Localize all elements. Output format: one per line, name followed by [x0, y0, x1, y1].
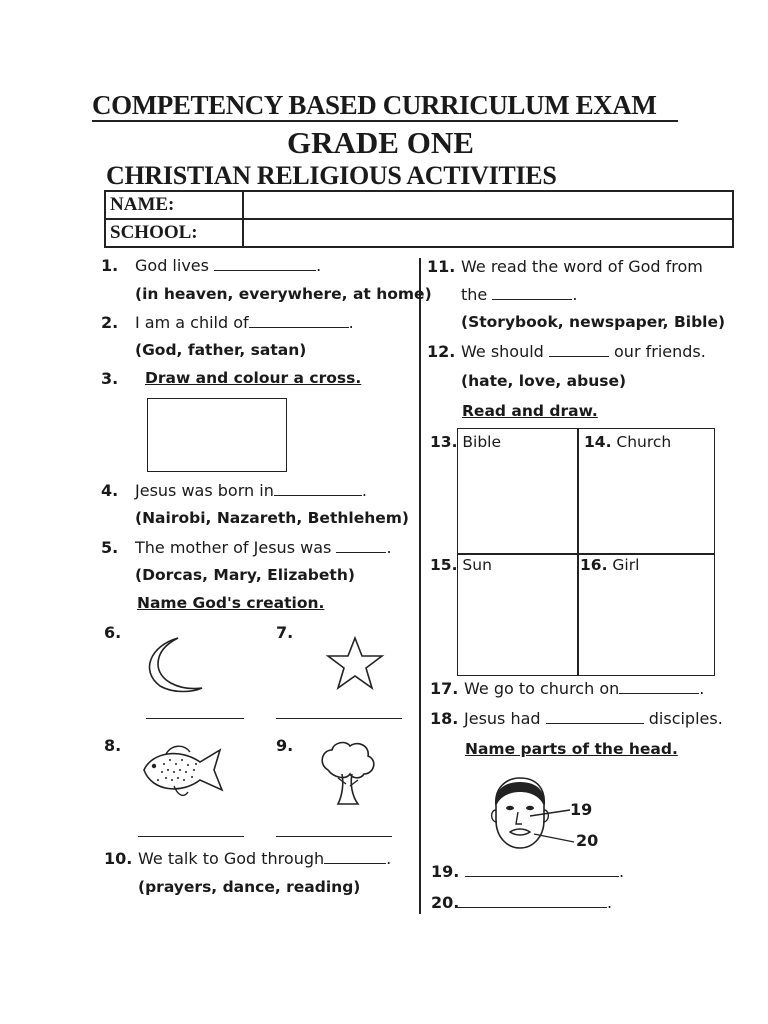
- answer-line-7[interactable]: [276, 718, 402, 719]
- cell-14-label[interactable]: 14. Church: [584, 433, 672, 451]
- drawing-grid: [457, 428, 715, 676]
- question-8: 8.: [104, 736, 122, 755]
- answer-blank-2[interactable]: [249, 313, 349, 328]
- question-5: 5. The mother of Jesus was .: [101, 538, 392, 557]
- answer-blank-20[interactable]: [455, 893, 607, 908]
- answer-line-8[interactable]: [138, 836, 244, 837]
- question-2: 2. I am a child of .: [101, 313, 354, 332]
- options-11: (Storybook, newspaper, Bible): [461, 313, 726, 331]
- answer-blank-5[interactable]: [336, 538, 386, 553]
- star-icon: [326, 636, 384, 690]
- options-12: (hate, love, abuse): [461, 372, 627, 390]
- question-12: 12. We should our friends.: [427, 342, 706, 361]
- question-10: 10. We talk to God through .: [104, 849, 392, 868]
- options-1: (in heaven, everywhere, at home): [135, 285, 432, 303]
- fish-icon: [138, 740, 228, 802]
- answer-blank-1[interactable]: [214, 256, 316, 271]
- question-7: 7.: [276, 623, 294, 642]
- question-1: 1. God lives .: [101, 256, 322, 275]
- name-label: NAME:: [105, 191, 243, 219]
- cell-15-label[interactable]: 15. Sun: [430, 556, 492, 574]
- options-10: (prayers, dance, reading): [138, 878, 361, 896]
- section-gods-creation: Name God's creation.: [137, 594, 325, 612]
- question-9: 9.: [276, 736, 294, 755]
- answer-line-6[interactable]: [146, 718, 244, 719]
- question-17: 17. We go to church on .: [430, 679, 705, 698]
- answer-blank-11[interactable]: [492, 285, 572, 300]
- school-label: SCHOOL:: [105, 219, 243, 247]
- options-2: (God, father, satan): [135, 341, 307, 359]
- column-divider: [419, 258, 421, 914]
- grid-vertical-rule: [577, 429, 579, 675]
- question-11: 11. We read the word of God from: [427, 257, 703, 276]
- answer-blank-18[interactable]: [546, 709, 644, 724]
- title-underline: [92, 120, 678, 122]
- options-5: (Dorcas, Mary, Elizabeth): [135, 566, 355, 584]
- school-field[interactable]: [243, 219, 733, 247]
- answer-blank-19[interactable]: [465, 862, 619, 877]
- moon-icon: [138, 636, 206, 694]
- exam-title: COMPETENCY BASED CURRICULUM EXAM: [92, 90, 657, 120]
- answer-line-9[interactable]: [276, 836, 392, 837]
- question-6: 6.: [104, 623, 122, 642]
- cross-drawing-box[interactable]: [147, 398, 287, 472]
- instruction-cross: Draw and colour a cross.: [145, 369, 362, 387]
- student-info-table: [104, 190, 734, 248]
- section-parts-of-head: Name parts of the head.: [465, 740, 678, 758]
- grade-title: GRADE ONE: [287, 125, 474, 160]
- options-4: (Nairobi, Nazareth, Bethlehem): [135, 509, 409, 527]
- subject-title: CHRISTIAN RELIGIOUS ACTIVITIES: [106, 161, 557, 190]
- question-11-line2: the .: [461, 285, 578, 304]
- answer-blank-12[interactable]: [549, 342, 609, 357]
- section-read-and-draw: Read and draw.: [462, 402, 598, 420]
- head-label-20: 20: [576, 831, 599, 850]
- question-4: 4. Jesus was born in .: [101, 481, 367, 500]
- answer-blank-10[interactable]: [324, 849, 386, 864]
- cell-16-label[interactable]: 16. Girl: [580, 556, 640, 574]
- question-19: 19. .: [431, 862, 625, 881]
- name-field[interactable]: [243, 191, 733, 219]
- question-3: 3.: [101, 369, 119, 388]
- cell-13-label[interactable]: 13. Bible: [430, 433, 502, 451]
- answer-blank-4[interactable]: [274, 481, 362, 496]
- question-20: 20. .: [431, 893, 613, 912]
- grid-horizontal-rule: [458, 553, 714, 555]
- head-label-19: 19: [570, 800, 593, 819]
- tree-icon: [316, 740, 378, 808]
- question-18: 18. Jesus had disciples.: [430, 709, 723, 728]
- answer-blank-17[interactable]: [619, 679, 699, 694]
